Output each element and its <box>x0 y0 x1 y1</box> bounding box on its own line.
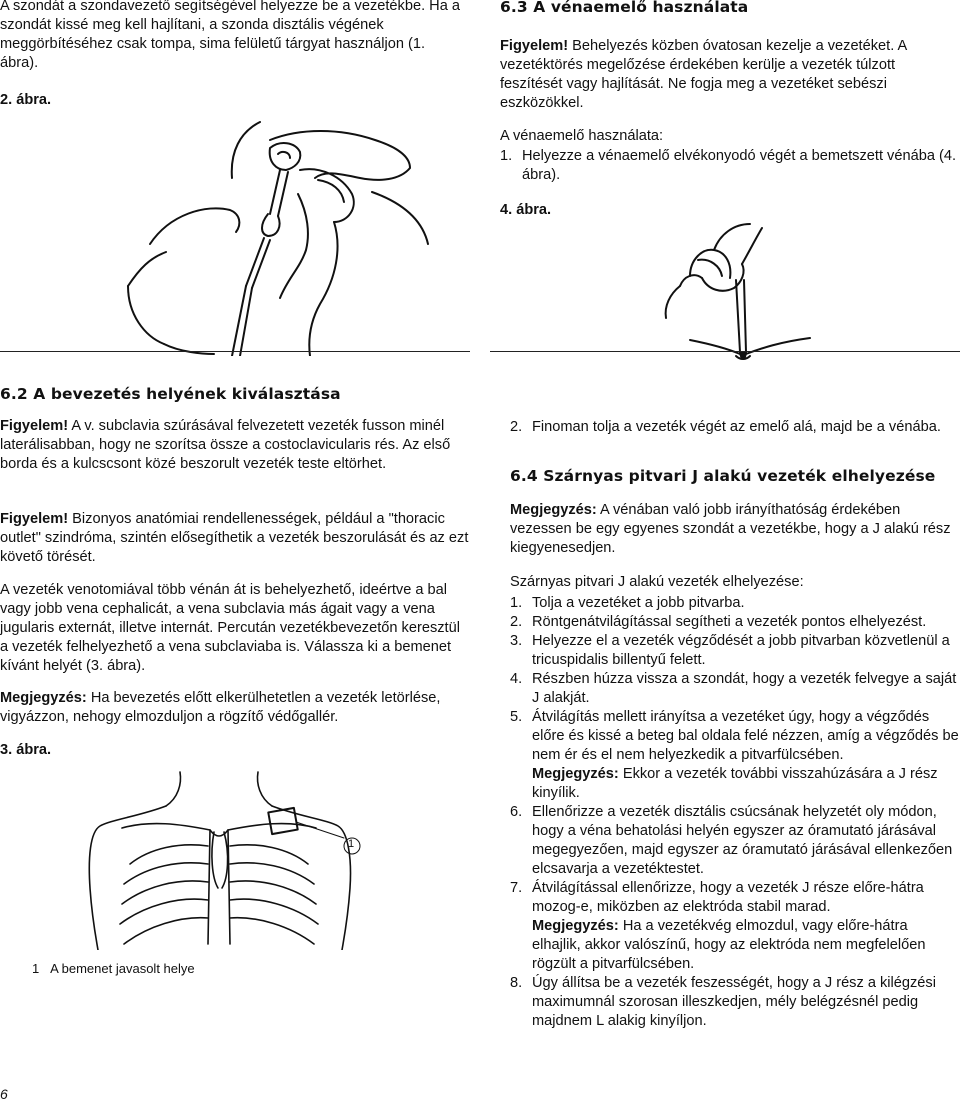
note-text: Ha bevezetés előtt elkerülhetetlen a vezeték letörlése, vigyázzon, nehogy elmozduljon a rögzítő védőgallér. <box>0 690 441 725</box>
figure3-legend <box>32 961 195 976</box>
usage-label: A vénaemelő használata: <box>500 128 664 144</box>
intro-paragraph <box>0 0 466 73</box>
step-note <box>532 917 960 974</box>
intro-text: A szondát a szondavezető segítségével helyezze be a vezetékbe. Ha a szondát kissé meg kell hajlítani, a szonda disztális végének meggörbítéséhez csak tompa, sima felületű tárgyat használjon (1. ábra). <box>0 0 461 71</box>
step-number: 2. <box>510 614 523 630</box>
list-item <box>510 670 960 708</box>
step-text: Átvilágítással ellenőrizze, hogy a vezeték J része előre-hátra mozog-e, miközben az elektróda stabil marad. <box>532 880 924 915</box>
list-item <box>510 803 960 879</box>
list-item <box>510 418 960 437</box>
step-text: Helyezze a vénaemelő elvékonyodó végét a bemetszett vénába (4. ábra). <box>522 148 957 183</box>
figure3-callout: 1 <box>348 838 355 850</box>
step-text: Úgy állítsa be a vezeték feszességét, hogy a J rész a kilégzési maximumnál szorosan illeszkedjen, mély belégzésnél pedig majdnem L alakig kinyíljon. <box>532 975 936 1029</box>
step-number: 5. <box>510 709 523 725</box>
step-text: Átvilágítás mellett irányítsa a vezetéket úgy, hogy a végződés előre és kissé a beteg bal oldala felé nézzen, amíg a végződés be nem ér és el nem helyezkedik a pitvarfülcsében. <box>532 709 959 763</box>
warning-label: Figyelem! <box>0 511 69 527</box>
step-number: 4. <box>510 671 523 687</box>
list-item <box>510 708 960 803</box>
section-6-4-steps <box>510 594 960 1031</box>
step-text: Finoman tolja a vezeték végét az emelő alá, majd be a vénába. <box>532 419 941 435</box>
list-item <box>510 594 960 613</box>
section-6-3-steps <box>500 147 960 185</box>
list-item <box>510 632 960 670</box>
step-number: 8. <box>510 975 523 991</box>
section-6-2-warning-1 <box>0 417 470 474</box>
step-text: Tolja a vezetéket a jobb pitvarba. <box>532 595 745 611</box>
section-6-4-intro: Szárnyas pitvari J alakú vezeték elhelyezése: <box>510 574 804 590</box>
note-text: Ekkor a vezeték további visszahúzására a J rész kinyílik. <box>532 766 938 801</box>
page-number: 6 <box>0 1086 8 1102</box>
section-6-2-note <box>0 689 470 727</box>
figure2-illustration <box>110 118 470 356</box>
step-text: Helyezze el a vezeték végződését a jobb pitvarban közvetlenül a tricuspidalis billentyű felett. <box>532 633 950 668</box>
warning-text: A v. subclavia szúrásával felvezetett vezeték fusson minél laterálisabban, hogy ne szorítsa össze a costoclavicularis rés. Az első borda és a kulcscsont közé beszorult vezeték teste eltörhet. <box>0 418 451 472</box>
divider <box>490 351 960 352</box>
list-item <box>510 879 960 974</box>
section-6-3-heading: 6.3 A vénaemelő használata <box>500 0 749 16</box>
step-number: 7. <box>510 880 523 896</box>
section-6-4-note <box>510 501 960 558</box>
note-label: Megjegyzés: <box>0 690 87 706</box>
divider <box>0 351 470 352</box>
section-6-4-heading: 6.4 Szárnyas pitvari J alakú vezeték elhelyezése <box>510 467 936 485</box>
list-item <box>500 147 960 185</box>
section-6-2-heading: 6.2 A bevezetés helyének kiválasztása <box>0 385 341 403</box>
section-6-3-step-2 <box>510 418 960 437</box>
step-number: 1. <box>500 148 513 164</box>
step-number: 1. <box>510 595 523 611</box>
step-number: 6. <box>510 804 523 820</box>
figure4-label: 4. ábra. <box>500 202 552 218</box>
step-number: 3. <box>510 633 523 649</box>
figure3-illustration <box>60 768 380 950</box>
note-label: Megjegyzés: <box>532 766 619 782</box>
note-text: Ha a vezetékvég elmozdul, vagy előre-hátra elhajlik, akkor valószínű, hogy az elektróda nem megfelelően rögzült a pitvarfülcsében. <box>532 918 926 972</box>
step-text: Röntgenátvilágítással segítheti a vezeték pontos elhelyezést. <box>532 614 927 630</box>
note-label: Megjegyzés: <box>532 918 619 934</box>
legend-number: 1 <box>32 961 40 976</box>
step-note <box>532 765 960 803</box>
warning-label: Figyelem! <box>0 418 69 434</box>
figure3-label: 3. ábra. <box>0 742 52 758</box>
legend-text: A bemenet javasolt helye <box>50 961 195 976</box>
step-number: 2. <box>510 419 523 435</box>
warning-text: Bizonyos anatómiai rendellenességek, például a "thoracic outlet" szindróma, szintén elősegíthetik a vezeték beszorulását és az ezt követő törését. <box>0 511 469 565</box>
list-item <box>510 974 960 1031</box>
warning-label: Figyelem! <box>500 38 569 54</box>
step-text: Ellenőrizze a vezeték disztális csúcsának helyzetét oly módon, hogy a véna behatolási helyén egyszer az óramutató járásával megegyezően, majd egyszer az óramutató járásával ellenkezően elcsavarja a vezetéktestet. <box>532 804 953 877</box>
section-6-3-warning <box>500 37 960 113</box>
step-text: Részben húzza vissza a szondát, hogy a vezeték felvegye a saját J alakját. <box>532 671 957 706</box>
warning-text: Behelyezés közben óvatosan kezelje a vezetéket. A vezetéktörés megelőzése érdekében kerülje a vezeték túlzott feszítését vagy hajlítását. Ne fogja meg a vezetéket sebészi eszközökkel. <box>500 38 907 111</box>
figure2-label: 2. ábra. <box>0 92 52 108</box>
note-text: A vénában való jobb irányíthatóság érdekében vezessen be egy egyenes szondát a vezetékbe, hogy a J alakú rész kiegyenesedjen. <box>510 502 951 556</box>
note-label: Megjegyzés: <box>510 502 597 518</box>
section-6-2-warning-2 <box>0 510 470 567</box>
figure4-illustration <box>650 220 830 370</box>
section-6-2-paragraph: A vezeték venotomiával több vénán át is behelyezhető, ideértve a bal vagy jobb vena cephalicát, a vena subclavia más ágait vagy a vena jugularis externát, illetve internát. Percután vezetékbevezetőn keresztül a vezeték felhelyezhető a vena subclaviaba is. Válassza ki a bemenet kívánt helyét (3. ábra). <box>0 582 460 674</box>
list-item <box>510 613 960 632</box>
